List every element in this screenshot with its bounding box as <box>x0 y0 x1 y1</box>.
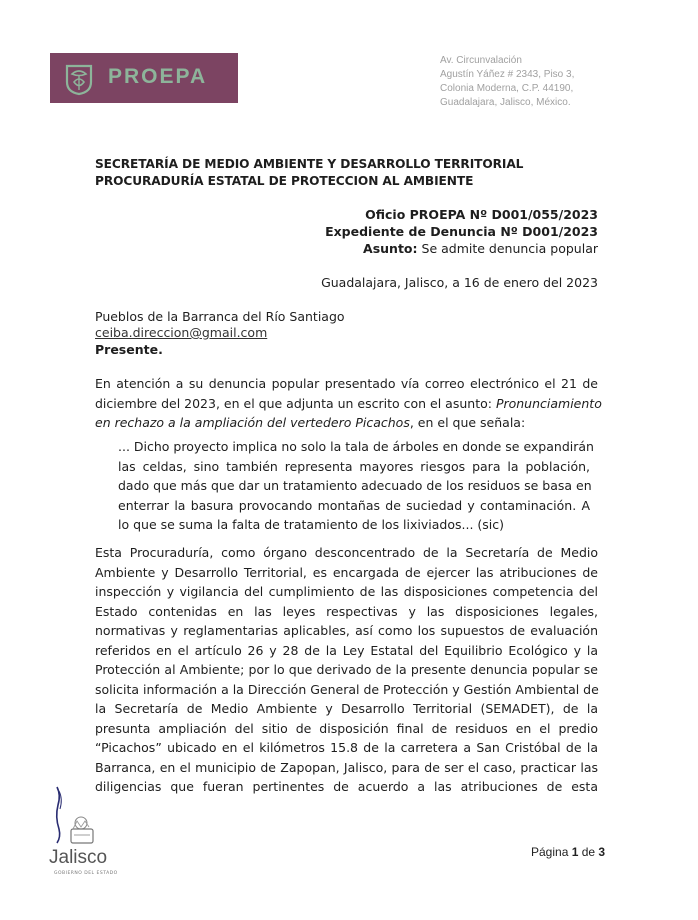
quote-line: enterrar la basura provocando montañas de suciedad y contaminación. A <box>118 497 590 513</box>
paragraph-line <box>95 394 602 414</box>
paragraph-line-text: diciembre del 2023, en el que adjunta un escrito con el asunto: Pronunciamiento <box>95 395 602 411</box>
proepa-banner <box>50 53 238 103</box>
paragraph-line: solicita información a la Dirección General de Protección y Gestión Ambiental de <box>95 681 599 697</box>
body-paragraph <box>95 543 598 797</box>
asunto-label: Asunto: <box>363 241 418 256</box>
paragraph-line: Barranca, en el municipio de Zapopan, Jalisco, para de ser el caso, practicar las <box>95 759 598 775</box>
address-line: Guadalajara, Jalisco, México. <box>440 97 571 108</box>
paragraph-line: “Picachos” ubicado en el kilómetros 15.8 de la carretera a San Cristóbal de la <box>95 740 598 755</box>
address-line: Agustín Yáñez # 2343, Piso 3, <box>440 69 575 80</box>
oficio-number: Oficio PROEPA Nº D001/055/2023 <box>365 207 598 222</box>
office-address <box>440 54 640 110</box>
greeting: Presente. <box>95 342 163 357</box>
quote-line: lo que se suma la falta de tratamiento de los lixiviados... (sic) <box>118 517 505 532</box>
quote-line: dado que más que dar un tratamiento adecuado de los residuos se basa en <box>118 478 592 493</box>
paragraph-line <box>95 413 598 433</box>
jalisco-crest-icon <box>45 785 135 847</box>
jalisco-logo-subtext: GOBIERNO DEL ESTADO <box>54 871 118 876</box>
recipient-email[interactable]: ceiba.direccion@gmail.com <box>95 325 268 340</box>
paragraph-line: normativas y reglamentarias aplicables, así como los supuestos de evaluación <box>95 623 598 638</box>
address-line: Av. Circunvalación <box>440 55 522 66</box>
address-line: Colonia Moderna, C.P. 44190, <box>440 83 574 94</box>
quoted-complaint <box>118 437 594 535</box>
paragraph-line: Ambiente y Desarrollo Territorial, es encargada de ejercer las atribuciones de <box>95 564 598 580</box>
paragraph-line: Protección al Ambiente; por lo que derivado de la presente denuncia popular se <box>95 662 598 677</box>
paragraph-line: la Secretaría de Medio Ambiente y Desarrollo Territorial (SEMADET), de la <box>95 701 598 716</box>
paragraph-line: En atención a su denuncia popular presentado vía correo electrónico el 21 de <box>95 376 598 391</box>
asunto-line <box>363 241 598 256</box>
paragraph-line: referidos en el artículo 26 y 28 de la Ley Estatal del Equilibrio Ecológico y la <box>95 642 598 658</box>
paragraph-line: presunta ampliación del sitio de disposición final de residuos en el predio <box>95 720 598 736</box>
secretaria-heading: SECRETARÍA DE MEDIO AMBIENTE Y DESARROLLO TERRITORIAL <box>95 157 524 171</box>
paragraph-line: Estado contenidas en las leyes respectivas y las disposiciones legales, <box>95 603 598 619</box>
proepa-logo-text: PROEPA <box>108 65 208 88</box>
asunto-value: Se admite denuncia popular <box>417 241 598 256</box>
place-date: Guadalajara, Jalisco, a 16 de enero del 2023 <box>321 275 598 290</box>
proepa-logo-icon <box>62 62 96 96</box>
procuraduria-heading: PROCURADURÍA ESTATAL DE PROTECCION AL AMBIENTE <box>95 174 474 188</box>
quote-line: ... Dicho proyecto implica no solo la tala de árboles en donde se expandirán <box>118 439 594 454</box>
paragraph-line: Esta Procuraduría, como órgano desconcentrado de la Secretaría de Medio <box>95 545 598 560</box>
quote-line: las celdas, sino también representa mayores riesgos para la población, <box>118 458 590 474</box>
paragraph-line-text: en rechazo a la ampliación del vertedero Picachos, en el que señala: <box>95 415 526 430</box>
intro-paragraph <box>95 374 602 433</box>
recipient-name: Pueblos de la Barranca del Río Santiago <box>95 309 345 324</box>
paragraph-line: inspección y vigilancia del cumplimiento de las disposiciones competencia del <box>95 584 598 599</box>
jalisco-logo-text: Jalisco <box>49 847 108 868</box>
paragraph-line: diligencias que fueran pertinentes de acuerdo a las atribuciones de esta <box>95 779 598 794</box>
page-number: Página 1 de 3 <box>531 845 606 859</box>
expediente-number: Expediente de Denuncia Nº D001/2023 <box>325 224 598 239</box>
jalisco-logo <box>45 785 135 880</box>
